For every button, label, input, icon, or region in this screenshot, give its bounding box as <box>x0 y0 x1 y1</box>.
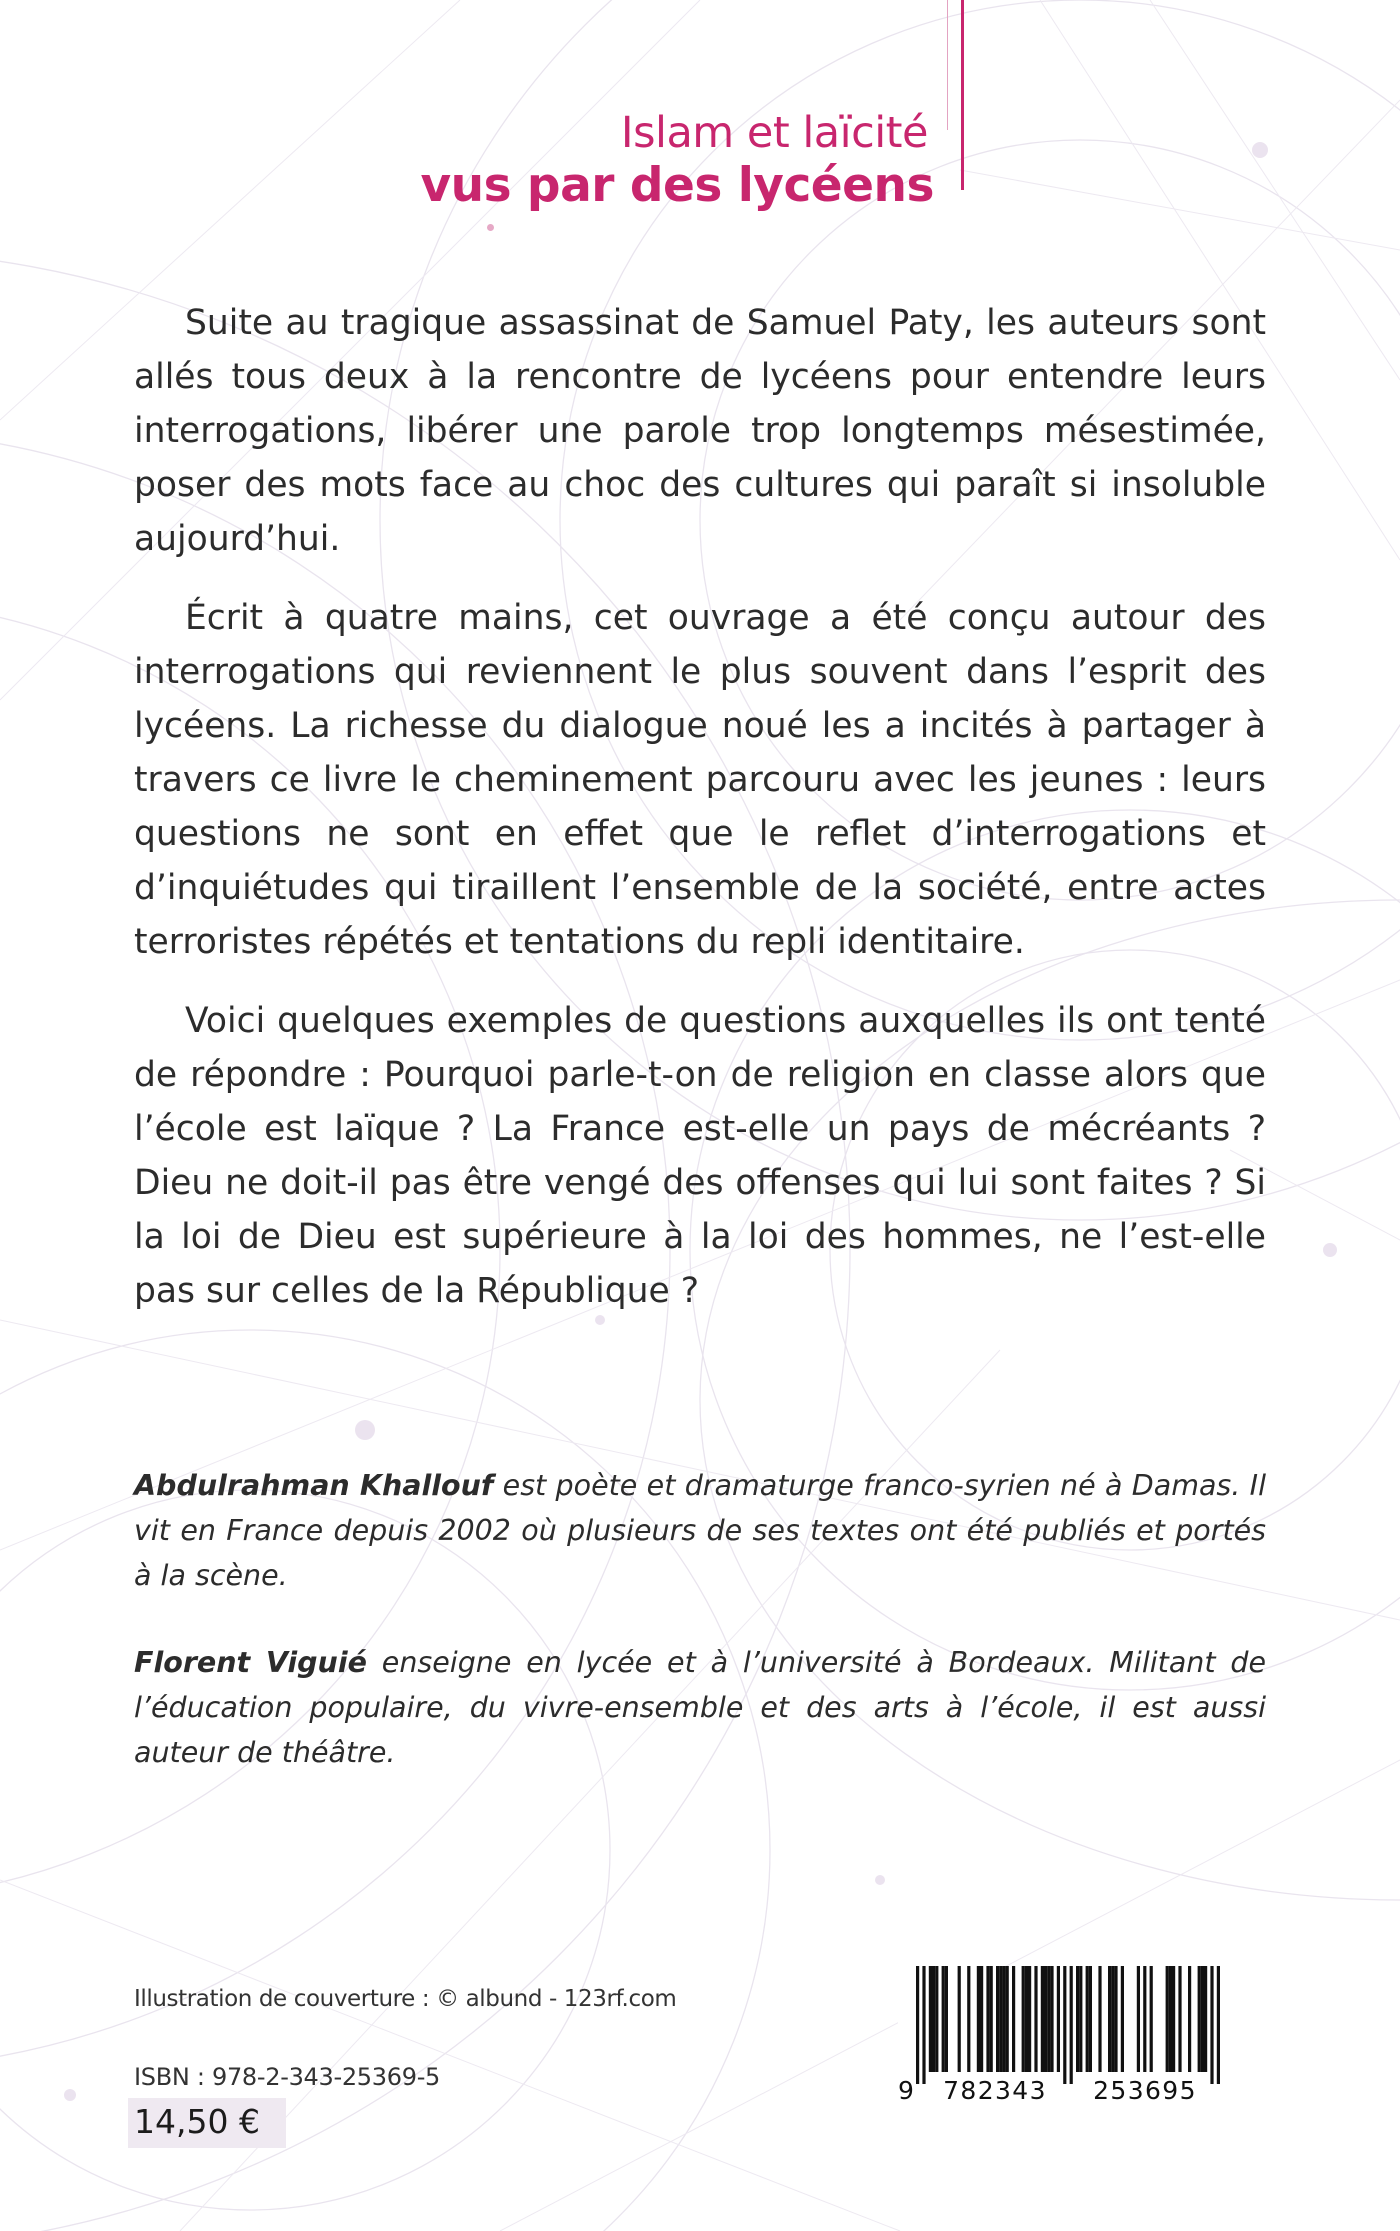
barcode-bar <box>958 1966 961 2072</box>
isbn-label: ISBN : 978-2-343-25369-5 <box>134 2063 441 2091</box>
barcode-bar <box>1070 1966 1073 2084</box>
barcode-digit-lead: 9 <box>898 2076 916 2105</box>
author-bio-2 <box>134 1640 1266 1775</box>
barcode-bar <box>1002 1966 1005 2072</box>
barcode-bar <box>1050 1966 1053 2072</box>
barcode-bar <box>1086 1966 1089 2072</box>
barcode-bar <box>1114 1966 1117 2072</box>
barcode-bar <box>1025 1966 1028 2072</box>
barcode-bar <box>980 1966 983 2072</box>
title-line-1: Islam et laïcité <box>620 108 928 158</box>
barcode-bar <box>1172 1966 1175 2072</box>
barcode-bar <box>1150 1966 1153 2072</box>
barcode-bars <box>916 1966 1220 2084</box>
barcode-bar <box>945 1966 948 2072</box>
barcode-bar <box>977 1966 980 2072</box>
barcode-bar <box>967 1966 970 2072</box>
illustration-credit: Illustration de couverture : © albund - 123rf.com <box>134 1986 677 2012</box>
barcode-bar <box>996 1966 999 2072</box>
book-summary <box>134 296 1266 1343</box>
barcode-bar <box>1217 1966 1220 2084</box>
title-decorative-rule-thin <box>947 0 948 130</box>
barcode-bar <box>1098 1966 1101 2072</box>
barcode-digit-group-right: 253695 <box>1093 2076 1197 2105</box>
barcode-bar <box>1022 1966 1025 2072</box>
barcode-bar <box>986 1966 989 2072</box>
summary-paragraph-1: Suite au tragique assassinat de Samuel Paty, les auteurs sont allés tous deux à la rencontre de lycéens pour entendre leurs interrogations, libérer une parole trop longtemps mésestimée, poser des mots face au choc des cultures qui paraît si insoluble aujourd’hui. <box>134 303 1266 559</box>
barcode-bar <box>999 1966 1002 2072</box>
barcode-bar <box>1210 1966 1213 2084</box>
barcode-bar <box>1166 1966 1169 2072</box>
barcode-bar <box>1057 1966 1060 2072</box>
title-decorative-dot <box>487 224 494 231</box>
author-bio-text-1: est poète et dramaturge franco-syrien né à Damas. Il vit en France depuis 2002 où plusieurs de ses textes ont été publiés et portés à la scène. <box>134 1469 1266 1592</box>
barcode-bar <box>1044 1966 1047 2072</box>
author-bios <box>134 1463 1266 1817</box>
barcode-bar <box>1198 1966 1201 2072</box>
barcode-bar <box>1201 1966 1204 2072</box>
barcode-bar <box>1034 1966 1037 2072</box>
barcode-bar <box>1079 1966 1082 2072</box>
barcode-bar <box>1076 1966 1079 2072</box>
barcode-bar <box>1137 1966 1140 2072</box>
barcode-bar <box>1028 1966 1031 2072</box>
barcode-bar <box>1121 1966 1124 2072</box>
barcode <box>898 1966 1232 2116</box>
title-decorative-rule <box>961 0 964 190</box>
barcode-bar <box>1012 1966 1015 2072</box>
barcode-bar <box>1169 1966 1172 2072</box>
author-name-2: Florent Viguié <box>134 1646 367 1679</box>
barcode-bar <box>1108 1966 1111 2072</box>
author-bio-1 <box>134 1463 1266 1598</box>
barcode-bar <box>935 1966 938 2072</box>
barcode-bar <box>1063 1966 1066 2084</box>
title-line-2: vus par des lycéens <box>420 158 934 213</box>
author-name-1: Abdulrahman Khallouf <box>134 1469 494 1502</box>
summary-paragraph-2: Écrit à quatre mains, cet ouvrage a été conçu autour des interrogations qui reviennent le plus souvent dans l’esprit des lycéens. La richesse du dialogue noué les a incités à partager à travers ce livre le cheminement parcouru avec les jeunes : leurs questions ne sont en effet que le reflet d’interrogations et d’inquiétudes qui tiraillent l’ensemble de la société, entre actes terroristes répétés et tentations du repli identitaire. <box>134 598 1266 962</box>
barcode-bar <box>922 1966 925 2084</box>
barcode-bar <box>1188 1966 1191 2072</box>
author-bio-text-2: enseigne en lycée et à l’université à Bordeaux. Militant de l’éducation populaire, du vivre-ensemble et des arts à l’école, il est aussi auteur de théâtre. <box>134 1646 1267 1769</box>
barcode-bar <box>1204 1966 1207 2072</box>
barcode-bar <box>1111 1966 1114 2072</box>
barcode-bar <box>942 1966 945 2072</box>
barcode-bar <box>1143 1966 1146 2072</box>
barcode-bar <box>916 1966 919 2084</box>
barcode-bar <box>1006 1966 1009 2072</box>
barcode-digit-group-left: 782343 <box>943 2076 1047 2105</box>
barcode-bar <box>932 1966 935 2072</box>
barcode-digits <box>898 2076 1232 2105</box>
barcode-bar <box>1041 1966 1044 2072</box>
barcode-bar <box>1047 1966 1050 2072</box>
price-label: 14,50 € <box>134 2102 260 2141</box>
barcode-bar <box>1089 1966 1092 2072</box>
barcode-bar <box>929 1966 932 2072</box>
barcode-bar <box>1178 1966 1181 2072</box>
summary-paragraph-3: Voici quelques exemples de questions auxquelles ils ont tenté de répondre : Pourquoi parle-t-on de religion en classe alors que l’école est laïque ? La France est-elle un pays de mécréants ? Dieu ne doit-il pas être vengé des offenses qui lui sont faites ? Si la loi de Dieu est supérieure à la loi des hommes, ne l’est-elle pas sur celles de la République ? <box>134 1001 1266 1311</box>
barcode-bar <box>990 1966 993 2072</box>
